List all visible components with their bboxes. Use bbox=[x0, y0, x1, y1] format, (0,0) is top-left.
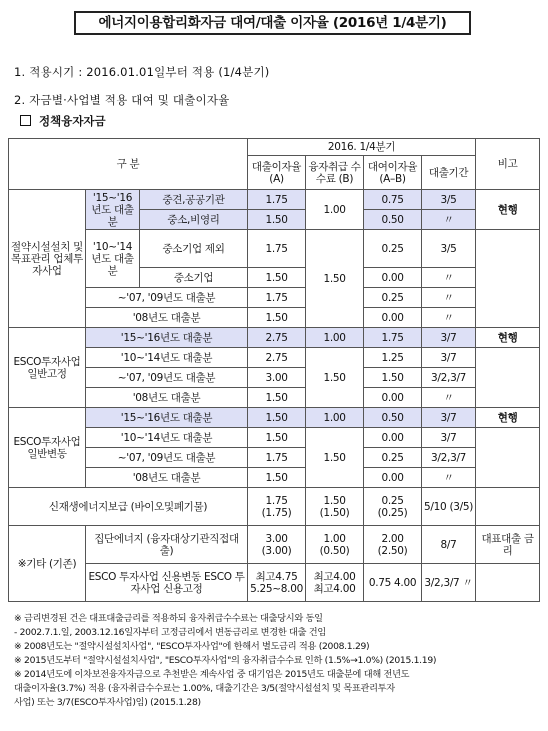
sub-08b: '08년도 대출분 bbox=[86, 388, 248, 408]
page-title: 에너지이용합리화자금 대여/대출 이자율 (2016년 1/4분기) bbox=[74, 11, 471, 35]
footnote: - 2002.7.1.일, 2003.12.16일자부터 고정금리에서 변동금리로 변경한 대출 건임 bbox=[14, 627, 326, 638]
sub-1014: '10~'14년도 대출분 bbox=[86, 230, 140, 288]
cell-rate-a: 1.75 bbox=[248, 448, 306, 468]
group-esco-fixed: ESCO투자사업 일반고정 bbox=[9, 328, 86, 408]
remark-empty bbox=[476, 428, 540, 488]
header-fee-b: 융자취급 수수료 (B) bbox=[306, 156, 364, 190]
cell-fee-b: 1.50 bbox=[306, 348, 364, 408]
footnote: ※ 2015년도부터 "절약시설설치사업", "ESCO투자사업"의 융자취급수수료 인하 (1.5%→1.0%) (2015.1.19) bbox=[14, 655, 437, 666]
cell-rate-a: 1.50 bbox=[248, 428, 306, 448]
header-remark: 비고 bbox=[476, 139, 540, 190]
remark-empty bbox=[476, 230, 540, 328]
cell-rate-ab: 0.50 bbox=[364, 210, 422, 230]
cell-rate-a: 1.50 bbox=[248, 210, 306, 230]
sub-0709: ~'07, '09년도 대출분 bbox=[86, 288, 248, 308]
cell-rate-ab: 0.75 bbox=[364, 190, 422, 210]
section-heading-rates: 2. 자금별·사업별 적용 대여 및 대출이자율 bbox=[14, 93, 230, 107]
cell-rate-ab: 1.75 bbox=[364, 328, 422, 348]
remark-empty bbox=[476, 488, 540, 526]
group-esco-variable: ESCO투자사업 일반변동 bbox=[9, 408, 86, 488]
remark-empty bbox=[476, 564, 540, 602]
footnote: ※ 금리변경된 건은 대표대출금리를 적용하되 융자취급수수료는 대출당시와 동일 bbox=[14, 613, 323, 624]
cell-rate-ab: 0.00 bbox=[364, 428, 422, 448]
application-period: 1. 적용시기 : 2016.01.01일부터 적용 (1/4분기) bbox=[14, 65, 270, 79]
cell-rate-a: 1.75 bbox=[248, 190, 306, 210]
footnotes bbox=[14, 612, 534, 710]
footnote: ※ 2014년도에 이차보전융자자금으로 추천받은 계속사업 중 대기업은 2015년도 대출분에 대해 전년도 bbox=[14, 669, 410, 680]
cell-rate-ab: 0.00 bbox=[364, 308, 422, 328]
sub-08c: '08년도 대출분 bbox=[86, 468, 248, 488]
header-gubun: 구 분 bbox=[9, 139, 248, 190]
cell-rate-a: 2.75 bbox=[248, 328, 306, 348]
sub-0709c: ~'07, '09년도 대출분 bbox=[86, 448, 248, 468]
group-other: ※기타 (기존) bbox=[9, 526, 86, 602]
cell-fee-b: 1.00 bbox=[306, 190, 364, 230]
remark-empty bbox=[476, 348, 540, 408]
policy-fund-label: 정책융자자금 bbox=[39, 114, 106, 128]
cell-term: 〃 bbox=[422, 388, 476, 408]
row-label: ESCO 투자사업 신용변동 ESCO 투자사업 신용고정 bbox=[86, 564, 248, 602]
cell-rate-ab: 0.50 bbox=[364, 408, 422, 428]
cell-rate-a: 1.75 bbox=[248, 288, 306, 308]
sub-1014c: '10~'14년도 대출분 bbox=[86, 428, 248, 448]
cell-rate-ab: 0.00 bbox=[364, 388, 422, 408]
cell-term: 3/2,3/7 bbox=[422, 448, 476, 468]
sub-08: '08년도 대출분 bbox=[86, 308, 248, 328]
cell-term: 3/2,3/7 〃 bbox=[422, 564, 476, 602]
cell-term: 3/7 bbox=[422, 328, 476, 348]
cell-term: 〃 bbox=[422, 468, 476, 488]
header-rate-ab: 대여이자율 (A–B) bbox=[364, 156, 422, 190]
header-term: 대출기간 bbox=[422, 156, 476, 190]
status-badge: 현행 bbox=[476, 408, 540, 428]
remark-representative-rate: 대표대출 금리 bbox=[476, 526, 540, 564]
row-label: 중소기업 제외 bbox=[140, 230, 248, 268]
cell-rate-a: 1.50 bbox=[248, 408, 306, 428]
cell-term: 8/7 bbox=[422, 526, 476, 564]
row-label: 중견,공공기관 bbox=[140, 190, 248, 210]
cell-term: 3/7 bbox=[422, 408, 476, 428]
cell-rate-ab: 0.25 bbox=[364, 448, 422, 468]
cell-fee-b: 1.50 bbox=[306, 428, 364, 488]
cell-rate-a: 1.50 bbox=[248, 388, 306, 408]
status-badge: 현행 bbox=[476, 328, 540, 348]
cell-term: 3/7 bbox=[422, 348, 476, 368]
cell-rate-ab: 0.25 (0.25) bbox=[364, 488, 422, 526]
checkbox-square-icon bbox=[20, 115, 31, 126]
group-energy-saving: 절약시설설치 및 목표관리 업체투자사업 bbox=[9, 190, 86, 328]
cell-rate-ab: 2.00 (2.50) bbox=[364, 526, 422, 564]
cell-rate-a: 1.50 bbox=[248, 268, 306, 288]
cell-term: 3/7 bbox=[422, 428, 476, 448]
cell-term: 3/5 bbox=[422, 190, 476, 210]
cell-rate-a: 3.00 bbox=[248, 368, 306, 388]
cell-rate-ab: 0.75 4.00 bbox=[364, 564, 422, 602]
interest-rate-table bbox=[8, 138, 540, 602]
group-renewable: 신재생에너지보급 (바이오및폐기물) bbox=[9, 488, 248, 526]
cell-rate-ab: 1.25 bbox=[364, 348, 422, 368]
sub-0709b: ~'07, '09년도 대출분 bbox=[86, 368, 248, 388]
cell-term: 〃 bbox=[422, 308, 476, 328]
policy-fund-heading bbox=[20, 113, 106, 129]
footnote: ※ 2008년도는 "절약시설설치사업", "ESCO투자사업"에 한해서 별도금리 적용 (2008.1.29) bbox=[14, 641, 370, 652]
cell-rate-ab: 0.00 bbox=[364, 468, 422, 488]
sub-1516c: '15~'16년도 대출분 bbox=[86, 408, 248, 428]
cell-rate-a: 최고4.75 5.25~8.00 bbox=[248, 564, 306, 602]
cell-rate-ab: 0.00 bbox=[364, 268, 422, 288]
sub-1014b: '10~'14년도 대출분 bbox=[86, 348, 248, 368]
cell-fee-b: 1.00 (0.50) bbox=[306, 526, 364, 564]
sub-1516b: '15~'16년도 대출분 bbox=[86, 328, 248, 348]
cell-rate-a: 3.00 (3.00) bbox=[248, 526, 306, 564]
footnote: 대출이자율(3.7%) 적용 (융자취급수수료는 1.00%, 대출기간은 3/5(절약시설설치 및 목표관리투자 bbox=[14, 683, 395, 694]
cell-fee-b: 1.00 bbox=[306, 328, 364, 348]
cell-rate-a: 1.75 (1.75) bbox=[248, 488, 306, 526]
cell-rate-ab: 1.50 bbox=[364, 368, 422, 388]
header-period: 2016. 1/4분기 bbox=[248, 139, 476, 156]
row-label: 중소,비영리 bbox=[140, 210, 248, 230]
cell-term: 5/10 (3/5) bbox=[422, 488, 476, 526]
cell-fee-b: 최고4.00 최고4.00 bbox=[306, 564, 364, 602]
row-label: 중소기업 bbox=[140, 268, 248, 288]
cell-term: 〃 bbox=[422, 268, 476, 288]
cell-rate-ab: 0.25 bbox=[364, 288, 422, 308]
row-label: 집단에너지 (융자대상기관직접대출) bbox=[86, 526, 248, 564]
cell-term: 3/5 bbox=[422, 230, 476, 268]
cell-term: 3/2,3/7 bbox=[422, 368, 476, 388]
status-badge: 현행 bbox=[476, 190, 540, 230]
sub-1516: '15~'16년도 대출분 bbox=[86, 190, 140, 230]
cell-term: 〃 bbox=[422, 210, 476, 230]
footnote: 사업) 또는 3/7(ESCO투자사업)임) (2015.1.28) bbox=[14, 697, 201, 708]
cell-rate-a: 2.75 bbox=[248, 348, 306, 368]
cell-rate-a: 1.50 bbox=[248, 308, 306, 328]
cell-term: 〃 bbox=[422, 288, 476, 308]
header-rate-a: 대출이자율 (A) bbox=[248, 156, 306, 190]
cell-rate-ab: 0.25 bbox=[364, 230, 422, 268]
cell-rate-a: 1.75 bbox=[248, 230, 306, 268]
cell-rate-a: 1.50 bbox=[248, 468, 306, 488]
cell-fee-b: 1.00 bbox=[306, 408, 364, 428]
cell-fee-b: 1.50 bbox=[306, 230, 364, 328]
cell-fee-b: 1.50 (1.50) bbox=[306, 488, 364, 526]
